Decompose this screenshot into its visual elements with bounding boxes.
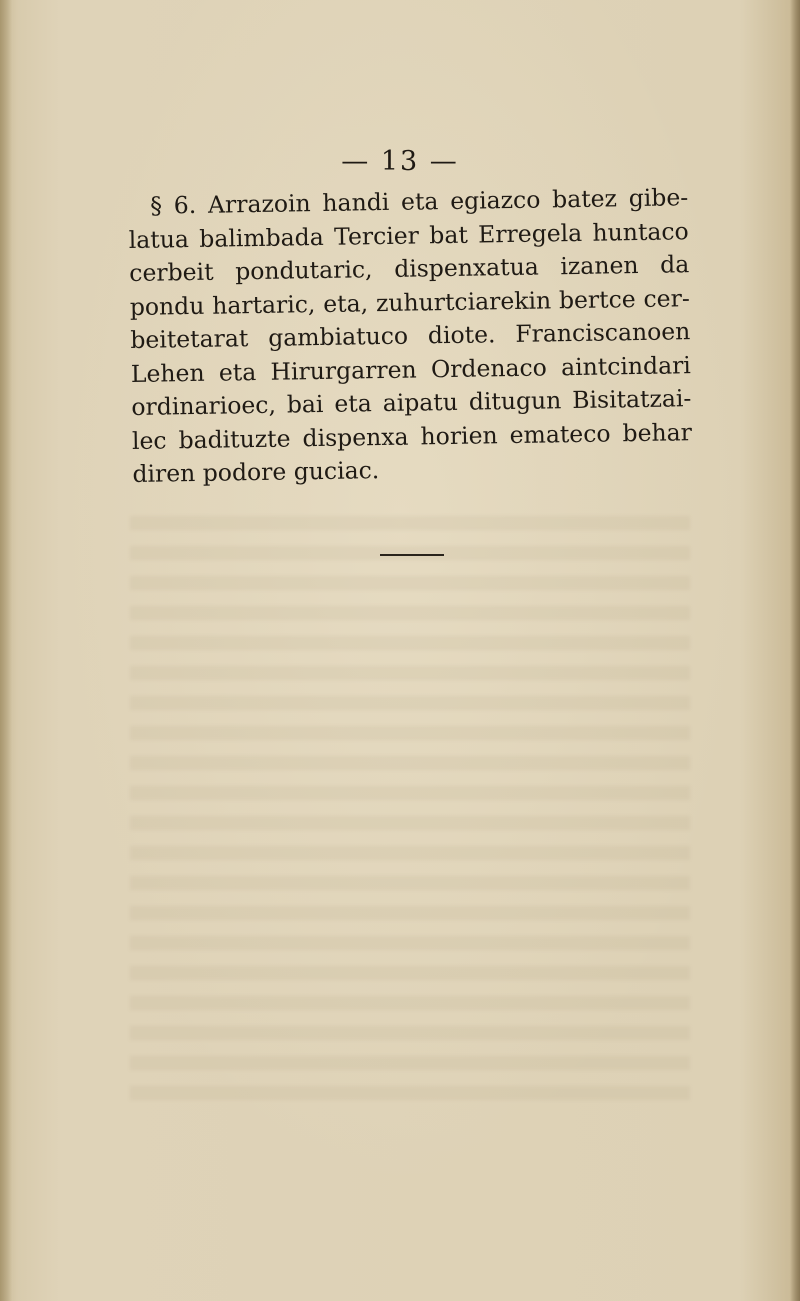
section-divider	[380, 554, 444, 556]
page-left-edge-shadow	[0, 0, 12, 1301]
paragraph-line: diren podore guciac.	[132, 456, 380, 488]
section-paragraph	[128, 181, 693, 491]
paragraph-line: pondu hartaric, eta, zuhurtciarekin bertce cer-	[129, 283, 690, 321]
paragraph-line: Lehen eta Hirurgarren Ordenaco aintcindari	[130, 350, 692, 388]
paragraph-line: cerbeit pondutaric, dispenxatua izanen da	[129, 250, 690, 287]
paragraph-line: ordinarioec, bai eta aipatu ditugun Bisitatzai-	[131, 384, 692, 421]
paragraph-line: latua balimbada Tercier bat Erregela huntaco	[128, 216, 689, 254]
page-right-edge-shadow	[790, 0, 800, 1301]
show-through-text	[130, 500, 690, 1100]
paragraph-line: beitetarat gambiatuco diote. Franciscanoen	[130, 317, 691, 354]
paragraph-line: lec badituzte dispenxa horien emateco behar	[131, 417, 693, 455]
page-number: — 13 —	[341, 146, 459, 177]
paragraph-line: § 6. Arrazoin handi eta egiazco batez gibe-	[150, 183, 689, 220]
